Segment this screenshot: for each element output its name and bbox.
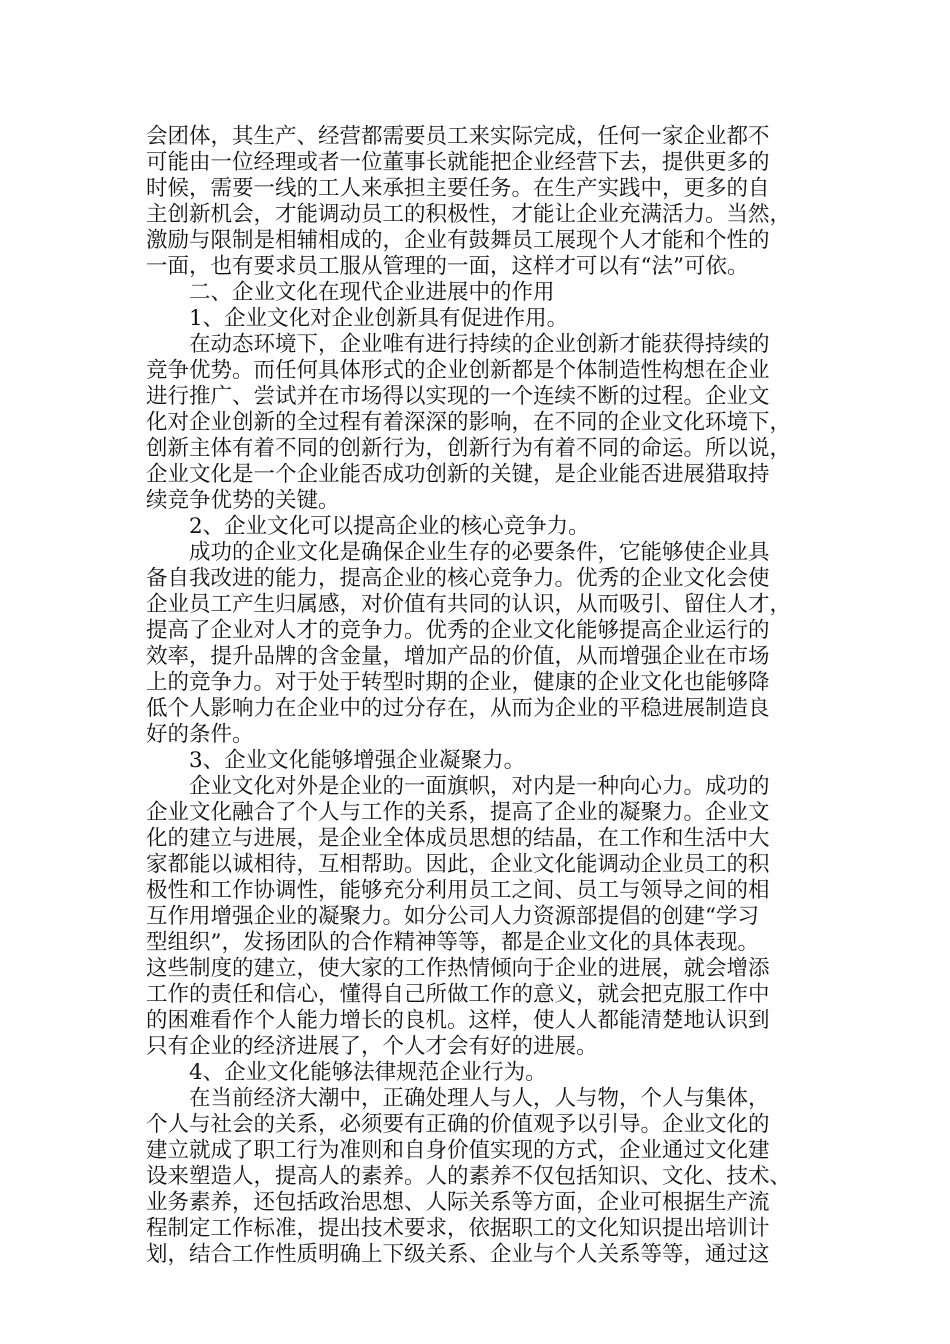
text-line: 提高了企业对人才的竞争力。优秀的企业文化能够提高企业运行的 <box>146 618 770 643</box>
text-line: 的困难看作个人能力增长的良机。这样，使人人都能清楚地认识到 <box>146 1008 770 1033</box>
text-line: 3、企业文化能够增强企业凝聚力。 <box>189 748 526 773</box>
text-line: 备自我改进的能力，提高企业的核心竞争力。优秀的企业文化会使 <box>146 566 770 591</box>
text-line: 家都能以诚相待，互相帮助。因此，企业文化能调动企业员工的积 <box>146 852 770 877</box>
text-line: 1、企业文化对企业创新具有促进作用。 <box>189 306 569 331</box>
text-line: 业务素养，还包括政治思想、人际关系等方面，企业可根据生产流 <box>146 1190 770 1215</box>
text-line: 企业文化对外是企业的一面旗帜，对内是一种向心力。成功的 <box>189 774 770 799</box>
text-line: 创新主体有着不同的创新行为，创新行为有着不同的命运。所以说， <box>146 436 792 461</box>
text-line: 极性和工作协调性，能够充分利用员工之间、员工与领导之间的相 <box>146 878 770 903</box>
text-line: 化的建立与进展，是企业全体成员思想的结晶，在工作和生活中大 <box>146 826 770 851</box>
text-line: 成功的企业文化是确保企业生存的必要条件，它能够使企业具 <box>189 540 770 565</box>
text-line: 划，结合工作性质明确上下级关系、企业与个人关系等等，通过这 <box>146 1242 770 1267</box>
text-line: 进行推广、尝试并在市场得以实现的一个连续不断的过程。企业文 <box>146 384 770 409</box>
text-line: 低个人影响力在企业中的过分存在，从而为企业的平稳进展制造良 <box>146 696 770 721</box>
text-line: 上的竞争力。对于处于转型时期的企业，健康的企业文化也能够降 <box>146 670 770 695</box>
text-line: 这些制度的建立，使大家的工作热情倾向于企业的进展，就会增添 <box>146 956 770 981</box>
text-line: 化对企业创新的全过程有着深深的影响，在不同的企业文化环境下， <box>146 410 792 435</box>
text-line: 好的条件。 <box>146 722 254 747</box>
text-line: 竞争优势。而任何具体形式的企业创新都是个体制造性构想在企业 <box>146 358 770 383</box>
text-line: 在当前经济大潮中，正确处理人与人，人与物，个人与集体， <box>189 1086 770 1111</box>
text-line: 工作的责任和信心，懂得自己所做工作的意义，就会把克服工作中 <box>146 982 770 1007</box>
text-line: 企业文化是一个企业能否成功创新的关键，是企业能否进展猎取持 <box>146 462 770 487</box>
text-line: 企业员工产生归属感，对价值有共同的认识，从而吸引、留住人才， <box>146 592 792 617</box>
text-line: 程制定工作标准，提出技术要求，依据职工的文化知识提出培训计 <box>146 1216 770 1241</box>
text-line: 激励与限制是相辅相成的，企业有鼓舞员工展现个人才能和个性的 <box>146 228 770 253</box>
text-line: 在动态环境下，企业唯有进行持续的企业创新才能获得持续的 <box>189 332 770 357</box>
text-line: 型组织”，发扬团队的合作精神等等，都是企业文化的具体表现。 <box>146 930 759 955</box>
text-line: 设来塑造人，提高人的素养。人的素养不仅包括知识、文化、技术、 <box>146 1164 792 1189</box>
text-line: 会团体，其生产、经营都需要员工来实际完成，任何一家企业都不 <box>146 124 770 149</box>
text-line: 主创新机会，才能调动员工的积极性，才能让企业充满活力。当然， <box>146 202 792 227</box>
text-line: 建立就成了职工行为准则和自身价值实现的方式，企业通过文化建 <box>146 1138 770 1163</box>
text-line: 效率，提升品牌的含金量，增加产品的价值，从而增强企业在市场 <box>146 644 770 669</box>
text-line: 可能由一位经理或者一位董事长就能把企业经营下去，提供更多的 <box>146 150 770 175</box>
text-line: 只有企业的经济进展了，个人才会有好的进展。 <box>146 1034 598 1059</box>
text-line: 互作用增强企业的凝聚力。如分公司人力资源部提倡的创建“学习 <box>146 904 759 929</box>
text-line: 2、企业文化可以提高企业的核心竞争力。 <box>189 514 590 539</box>
document-page <box>146 124 806 1268</box>
text-line: 续竞争优势的关键。 <box>146 488 340 513</box>
text-line: 个人与社会的关系，必须要有正确的价值观予以引导。企业文化的 <box>146 1112 770 1137</box>
text-line: 时候，需要一线的工人来承担主要任务。在生产实践中，更多的自 <box>146 176 770 201</box>
text-line: 一面，也有要求员工服从管理的一面，这样才可以有“法”可依。 <box>146 254 749 279</box>
text-line: 二、企业文化在现代企业进展中的作用 <box>189 280 555 305</box>
text-line: 4、企业文化能够法律规范企业行为。 <box>189 1060 547 1085</box>
text-line: 企业文化融合了个人与工作的关系，提高了企业的凝聚力。企业文 <box>146 800 770 825</box>
